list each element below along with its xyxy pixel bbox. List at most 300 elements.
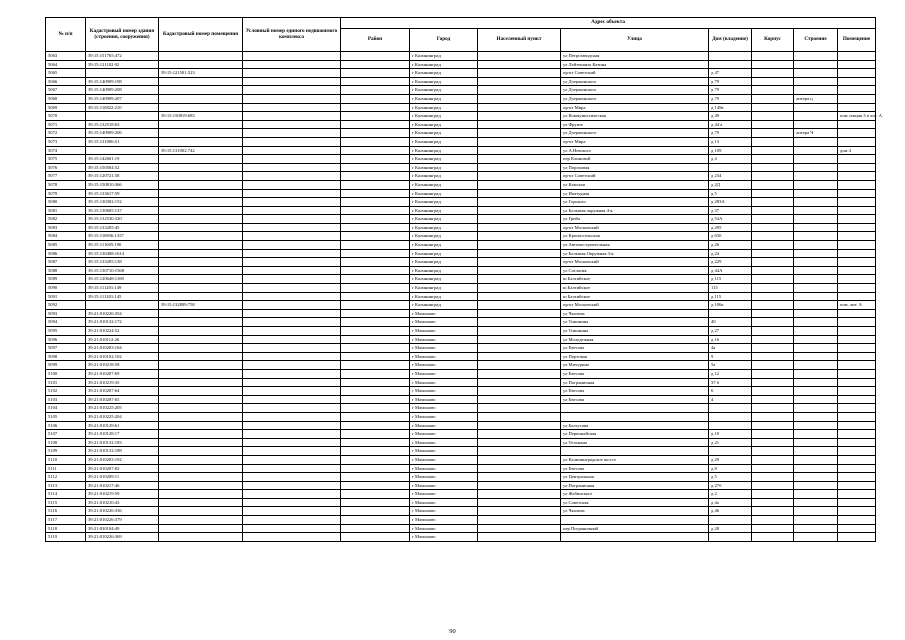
cell-cadastral-premises	[159, 103, 243, 112]
cell-premises: пом секция 3 в лит. А	[838, 112, 876, 121]
cell-settlement	[478, 447, 561, 456]
cell-korpus	[752, 223, 794, 232]
cell-num: 5069	[46, 103, 86, 112]
cell-street: ул Тимонина	[561, 318, 709, 327]
cell-house	[709, 533, 752, 542]
cell-settlement	[478, 155, 561, 164]
cell-conditional-number	[243, 498, 341, 507]
cell-house: д 27	[709, 327, 752, 336]
cell-cadastral-premises	[159, 86, 243, 95]
cell-city: г Мамоново	[410, 438, 478, 447]
cell-korpus	[752, 369, 794, 378]
cell-settlement	[478, 241, 561, 250]
cell-settlement	[478, 361, 561, 370]
cell-street: ул Балтусова	[561, 421, 709, 430]
cell-conditional-number	[243, 137, 341, 146]
cell-num: 5073	[46, 137, 86, 146]
cell-cadastral-premises	[159, 438, 243, 447]
cell-cadastral-premises	[159, 120, 243, 129]
cell-street: ул Тимонина	[561, 327, 709, 336]
cell-district	[341, 258, 410, 267]
cell-korpus	[752, 481, 794, 490]
cell-cadastral-building: 39:15:111605:190	[86, 241, 159, 250]
cell-premises	[838, 86, 876, 95]
cell-cadastral-building: 39:21:010207:82	[86, 464, 159, 473]
cell-num: 5085	[46, 241, 86, 250]
cell-korpus	[752, 189, 794, 198]
cell-premises	[838, 69, 876, 78]
table-row	[46, 163, 876, 172]
cell-city: г Мамоново	[410, 387, 478, 396]
cell-cadastral-premises	[159, 232, 243, 241]
cell-korpus	[752, 284, 794, 293]
cell-city: г Мамоново	[410, 464, 478, 473]
cell-city: г Калининград	[410, 301, 478, 310]
cell-district	[341, 241, 410, 250]
cell-building	[794, 215, 838, 224]
cell-num: 5090	[46, 284, 86, 293]
cell-street: ул Советская	[561, 498, 709, 507]
cell-house: 4	[709, 395, 752, 404]
cell-num: 5078	[46, 180, 86, 189]
cell-building	[794, 533, 838, 542]
cell-house	[709, 309, 752, 318]
cell-street: ул Лейтенанта Катина	[561, 60, 709, 69]
cell-district	[341, 387, 410, 396]
cell-district	[341, 146, 410, 155]
cell-house	[709, 60, 752, 69]
cell-district	[341, 309, 410, 318]
table-row	[46, 103, 876, 112]
cell-cadastral-premises	[159, 318, 243, 327]
cell-city: г Мамоново	[410, 481, 478, 490]
cell-building	[794, 404, 838, 413]
cell-korpus	[752, 137, 794, 146]
cell-city: г Мамоново	[410, 335, 478, 344]
cell-district	[341, 172, 410, 181]
cell-conditional-number	[243, 249, 341, 258]
cell-num: 5071	[46, 120, 86, 129]
table-row	[46, 464, 876, 473]
cell-num: 5068	[46, 94, 86, 103]
table-row	[46, 215, 876, 224]
cell-num: 5101	[46, 378, 86, 387]
cell-street: ул Камская	[561, 180, 709, 189]
cell-cadastral-premises	[159, 60, 243, 69]
cell-city: г Мамоново	[410, 490, 478, 499]
cell-conditional-number	[243, 241, 341, 250]
cell-street: ул Евесова	[561, 369, 709, 378]
cell-conditional-number	[243, 369, 341, 378]
cell-house: 4а	[709, 344, 752, 353]
header-num: № п/п	[46, 18, 86, 52]
cell-cadastral-premises	[159, 524, 243, 533]
table-row	[46, 447, 876, 456]
cell-premises	[838, 284, 876, 293]
cell-district	[341, 275, 410, 284]
cell-district	[341, 318, 410, 327]
cell-district	[341, 507, 410, 516]
table-row	[46, 241, 876, 250]
cell-house: д 229	[709, 258, 752, 267]
cell-korpus	[752, 249, 794, 258]
table-row	[46, 275, 876, 284]
cell-num: 5077	[46, 172, 86, 181]
cell-conditional-number	[243, 129, 341, 138]
cell-num: 5106	[46, 421, 86, 430]
cell-building	[794, 395, 838, 404]
cell-cadastral-premises	[159, 516, 243, 525]
cell-conditional-number	[243, 189, 341, 198]
cell-settlement	[478, 533, 561, 542]
cell-district	[341, 438, 410, 447]
table-row	[46, 318, 876, 327]
cell-premises	[838, 215, 876, 224]
cell-city: г Калининград	[410, 94, 478, 103]
cell-korpus	[752, 241, 794, 250]
cell-cadastral-premises	[159, 430, 243, 439]
cell-building	[794, 275, 838, 284]
cell-cadastral-premises	[159, 206, 243, 215]
cell-num: 5091	[46, 292, 86, 301]
cell-settlement	[478, 60, 561, 69]
cell-city: г Калининград	[410, 198, 478, 207]
table-row	[46, 223, 876, 232]
cell-num: 5105	[46, 412, 86, 421]
table-row	[46, 404, 876, 413]
cell-conditional-number	[243, 464, 341, 473]
cell-settlement	[478, 103, 561, 112]
cell-num: 5070	[46, 112, 86, 121]
cell-city: г Мамоново	[410, 378, 478, 387]
cell-conditional-number	[243, 120, 341, 129]
cell-conditional-number	[243, 490, 341, 499]
cell-building	[794, 249, 838, 258]
cell-cadastral-building: 39:21:010225:204	[86, 412, 159, 421]
cell-cadastral-building: 39:15:130408:1614	[86, 249, 159, 258]
cell-cadastral-building: 39:15:111201:145	[86, 292, 159, 301]
cell-korpus	[752, 172, 794, 181]
cell-settlement	[478, 490, 561, 499]
cell-cadastral-premises	[159, 77, 243, 86]
cell-premises	[838, 120, 876, 129]
cell-cadastral-premises	[159, 189, 243, 198]
cell-settlement	[478, 292, 561, 301]
cell-house: д 2Д	[709, 180, 752, 189]
cell-premises	[838, 524, 876, 533]
cell-city: г Мамоново	[410, 533, 478, 542]
cell-settlement	[478, 86, 561, 95]
cell-street: ул Первомайская	[561, 430, 709, 439]
cell-city: г Калининград	[410, 215, 478, 224]
cell-district	[341, 412, 410, 421]
cell-conditional-number	[243, 94, 341, 103]
table-row	[46, 481, 876, 490]
cell-street: ул Центральная	[561, 473, 709, 482]
cell-conditional-number	[243, 395, 341, 404]
cell-cadastral-premises	[159, 455, 243, 464]
cell-conditional-number	[243, 361, 341, 370]
cell-house: д 49	[709, 112, 752, 121]
cell-building	[794, 69, 838, 78]
cell-street	[561, 447, 709, 456]
cell-cadastral-building: 39:15:140909:198	[86, 77, 159, 86]
cell-city: г Калининград	[410, 284, 478, 293]
cell-street: пр-кт Московский	[561, 223, 709, 232]
cell-district	[341, 378, 410, 387]
cell-num: 5066	[46, 77, 86, 86]
cell-street: ул Фрунзе	[561, 120, 709, 129]
cell-premises	[838, 507, 876, 516]
cell-cadastral-building: 39:21:010207:69	[86, 369, 159, 378]
cell-district	[341, 86, 410, 95]
cell-house: д 46	[709, 507, 752, 516]
cell-settlement	[478, 163, 561, 172]
cell-street	[561, 404, 709, 413]
cell-street: ул Ипатудная	[561, 189, 709, 198]
cell-city: г Мамоново	[410, 421, 478, 430]
cell-cadastral-premises	[159, 215, 243, 224]
cell-street: пр-кт Московский	[561, 301, 709, 310]
cell-settlement	[478, 430, 561, 439]
cell-korpus	[752, 335, 794, 344]
cell-street: ул Автомостроительная	[561, 241, 709, 250]
cell-street: пер Пограничный	[561, 524, 709, 533]
cell-settlement	[478, 335, 561, 344]
cell-cadastral-building	[86, 146, 159, 155]
cell-premises	[838, 180, 876, 189]
cell-settlement	[478, 369, 561, 378]
table-row	[46, 430, 876, 439]
cell-building	[794, 163, 838, 172]
cell-district	[341, 490, 410, 499]
cell-cadastral-building: 39:21:010112:26	[86, 335, 159, 344]
cell-conditional-number	[243, 404, 341, 413]
cell-cadastral-premises	[159, 137, 243, 146]
cell-building	[794, 86, 838, 95]
header-conditional-number: Условный номер единого недвижимого комплекса	[243, 18, 341, 52]
cell-street: ул Тельмана	[561, 438, 709, 447]
cell-korpus	[752, 361, 794, 370]
cell-building	[794, 292, 838, 301]
cell-house	[709, 412, 752, 421]
cell-num: 5098	[46, 352, 86, 361]
table-row	[46, 327, 876, 336]
cell-street: ул Чкалова	[561, 507, 709, 516]
cell-num: 5081	[46, 206, 86, 215]
cell-cadastral-premises	[159, 498, 243, 507]
cell-premises	[838, 369, 876, 378]
cell-settlement	[478, 309, 561, 318]
page-number: 90	[449, 628, 456, 635]
cell-conditional-number	[243, 378, 341, 387]
cell-num: 5067	[46, 86, 86, 95]
cell-district	[341, 232, 410, 241]
cell-street: ул Молодежная	[561, 335, 709, 344]
cell-house: 40	[709, 318, 752, 327]
cell-korpus	[752, 430, 794, 439]
registry-body	[46, 52, 883, 542]
cell-num: 5093	[46, 309, 86, 318]
cell-korpus	[752, 60, 794, 69]
cell-city: г Мамоново	[410, 309, 478, 318]
table-row	[46, 266, 876, 275]
cell-cadastral-premises: 39:15:132809:758	[159, 301, 243, 310]
cell-house: д 37	[709, 206, 752, 215]
cell-district	[341, 189, 410, 198]
cell-cadastral-building: 39:21:010219:59	[86, 490, 159, 499]
cell-num: 5072	[46, 129, 86, 138]
cell-city: г Калининград	[410, 275, 478, 284]
cell-cadastral-building: 39:21:010218:58	[86, 361, 159, 370]
cell-house	[709, 163, 752, 172]
cell-cadastral-premises	[159, 344, 243, 353]
cell-premises	[838, 498, 876, 507]
cell-cadastral-building: 39:15:142601:19	[86, 155, 159, 164]
cell-cadastral-premises	[159, 241, 243, 250]
cell-cadastral-premises	[159, 533, 243, 542]
cell-premises	[838, 455, 876, 464]
cell-house	[709, 447, 752, 456]
cell-street: ул Евесова	[561, 344, 709, 353]
cell-building	[794, 490, 838, 499]
table-row	[46, 146, 876, 155]
cell-cadastral-premises	[159, 52, 243, 61]
cell-city: г Мамоново	[410, 395, 478, 404]
cell-building	[794, 327, 838, 336]
cell-korpus	[752, 309, 794, 318]
cell-house: д 12	[709, 369, 752, 378]
cell-conditional-number	[243, 524, 341, 533]
cell-street: ул Евесова	[561, 387, 709, 396]
cell-district	[341, 180, 410, 189]
cell-district	[341, 421, 410, 430]
cell-korpus	[752, 266, 794, 275]
cell-street: ул Коммунистическая	[561, 112, 709, 121]
cell-conditional-number	[243, 155, 341, 164]
cell-korpus	[752, 292, 794, 301]
cell-korpus	[752, 352, 794, 361]
cell-house: д 295	[709, 223, 752, 232]
cell-city: г Мамоново	[410, 369, 478, 378]
table-row	[46, 258, 876, 267]
cell-conditional-number	[243, 77, 341, 86]
cell-district	[341, 524, 410, 533]
cell-cadastral-building: 39:21:010209:11	[86, 473, 159, 482]
cell-premises	[838, 473, 876, 482]
cell-district	[341, 284, 410, 293]
cell-cadastral-premises	[159, 481, 243, 490]
cell-cadastral-building: 39:21:010210:43	[86, 498, 159, 507]
cell-building	[794, 155, 838, 164]
cell-premises	[838, 430, 876, 439]
header-district: Район	[341, 29, 410, 52]
cell-num: 5111	[46, 464, 86, 473]
cell-conditional-number	[243, 309, 341, 318]
cell-district	[341, 361, 410, 370]
cell-num: 5087	[46, 258, 86, 267]
cell-settlement	[478, 94, 561, 103]
cell-premises	[838, 447, 876, 456]
cell-cadastral-premises	[159, 447, 243, 456]
cell-city: г Калининград	[410, 112, 478, 121]
cell-korpus	[752, 318, 794, 327]
cell-street: ул Горького	[561, 198, 709, 207]
cell-house: д 4	[709, 155, 752, 164]
cell-settlement	[478, 172, 561, 181]
cell-settlement	[478, 421, 561, 430]
cell-korpus	[752, 395, 794, 404]
cell-conditional-number	[243, 301, 341, 310]
cell-conditional-number	[243, 327, 341, 336]
cell-cadastral-building	[86, 69, 159, 78]
cell-cadastral-building: 39:15:130605:137	[86, 206, 159, 215]
table-row	[46, 516, 876, 525]
cell-korpus	[752, 438, 794, 447]
cell-cadastral-building: 39:15:140909:208	[86, 86, 159, 95]
cell-city: г Калининград	[410, 292, 478, 301]
cell-building: литера ц	[794, 94, 838, 103]
cell-building	[794, 180, 838, 189]
cell-building	[794, 198, 838, 207]
cell-district	[341, 335, 410, 344]
cell-korpus	[752, 77, 794, 86]
cell-city: г Калининград	[410, 77, 478, 86]
cell-conditional-number	[243, 533, 341, 542]
cell-conditional-number	[243, 146, 341, 155]
cell-korpus	[752, 412, 794, 421]
cell-house: 37 б	[709, 378, 752, 387]
table-row	[46, 60, 876, 69]
cell-korpus	[752, 507, 794, 516]
cell-korpus	[752, 378, 794, 387]
cell-house: д 63б	[709, 232, 752, 241]
cell-num: 5096	[46, 335, 86, 344]
cell-district	[341, 163, 410, 172]
cell-settlement	[478, 284, 561, 293]
cell-conditional-number	[243, 430, 341, 439]
cell-conditional-number	[243, 352, 341, 361]
cell-cadastral-building: 39:15:133205:45	[86, 223, 159, 232]
cell-premises	[838, 292, 876, 301]
cell-conditional-number	[243, 112, 341, 121]
cell-korpus	[752, 387, 794, 396]
cell-cadastral-premises	[159, 309, 243, 318]
cell-premises	[838, 137, 876, 146]
cell-settlement	[478, 395, 561, 404]
cell-conditional-number	[243, 223, 341, 232]
cell-conditional-number	[243, 206, 341, 215]
cell-building	[794, 309, 838, 318]
cell-district	[341, 481, 410, 490]
cell-building	[794, 352, 838, 361]
cell-street: ул Евесова	[561, 464, 709, 473]
cell-city: г Мамоново	[410, 455, 478, 464]
cell-cadastral-building: 39:15:140909:206	[86, 129, 159, 138]
cell-house: д 5	[709, 473, 752, 482]
cell-building	[794, 172, 838, 181]
cell-city: г Калининград	[410, 163, 478, 172]
cell-korpus	[752, 146, 794, 155]
table-row	[46, 189, 876, 198]
cell-building	[794, 206, 838, 215]
cell-settlement	[478, 507, 561, 516]
cell-conditional-number	[243, 232, 341, 241]
cell-district	[341, 455, 410, 464]
cell-cadastral-building: 39:15:110836:1357	[86, 232, 159, 241]
cell-city: г Мамоново	[410, 327, 478, 336]
cell-street: ул Дзержинского	[561, 94, 709, 103]
